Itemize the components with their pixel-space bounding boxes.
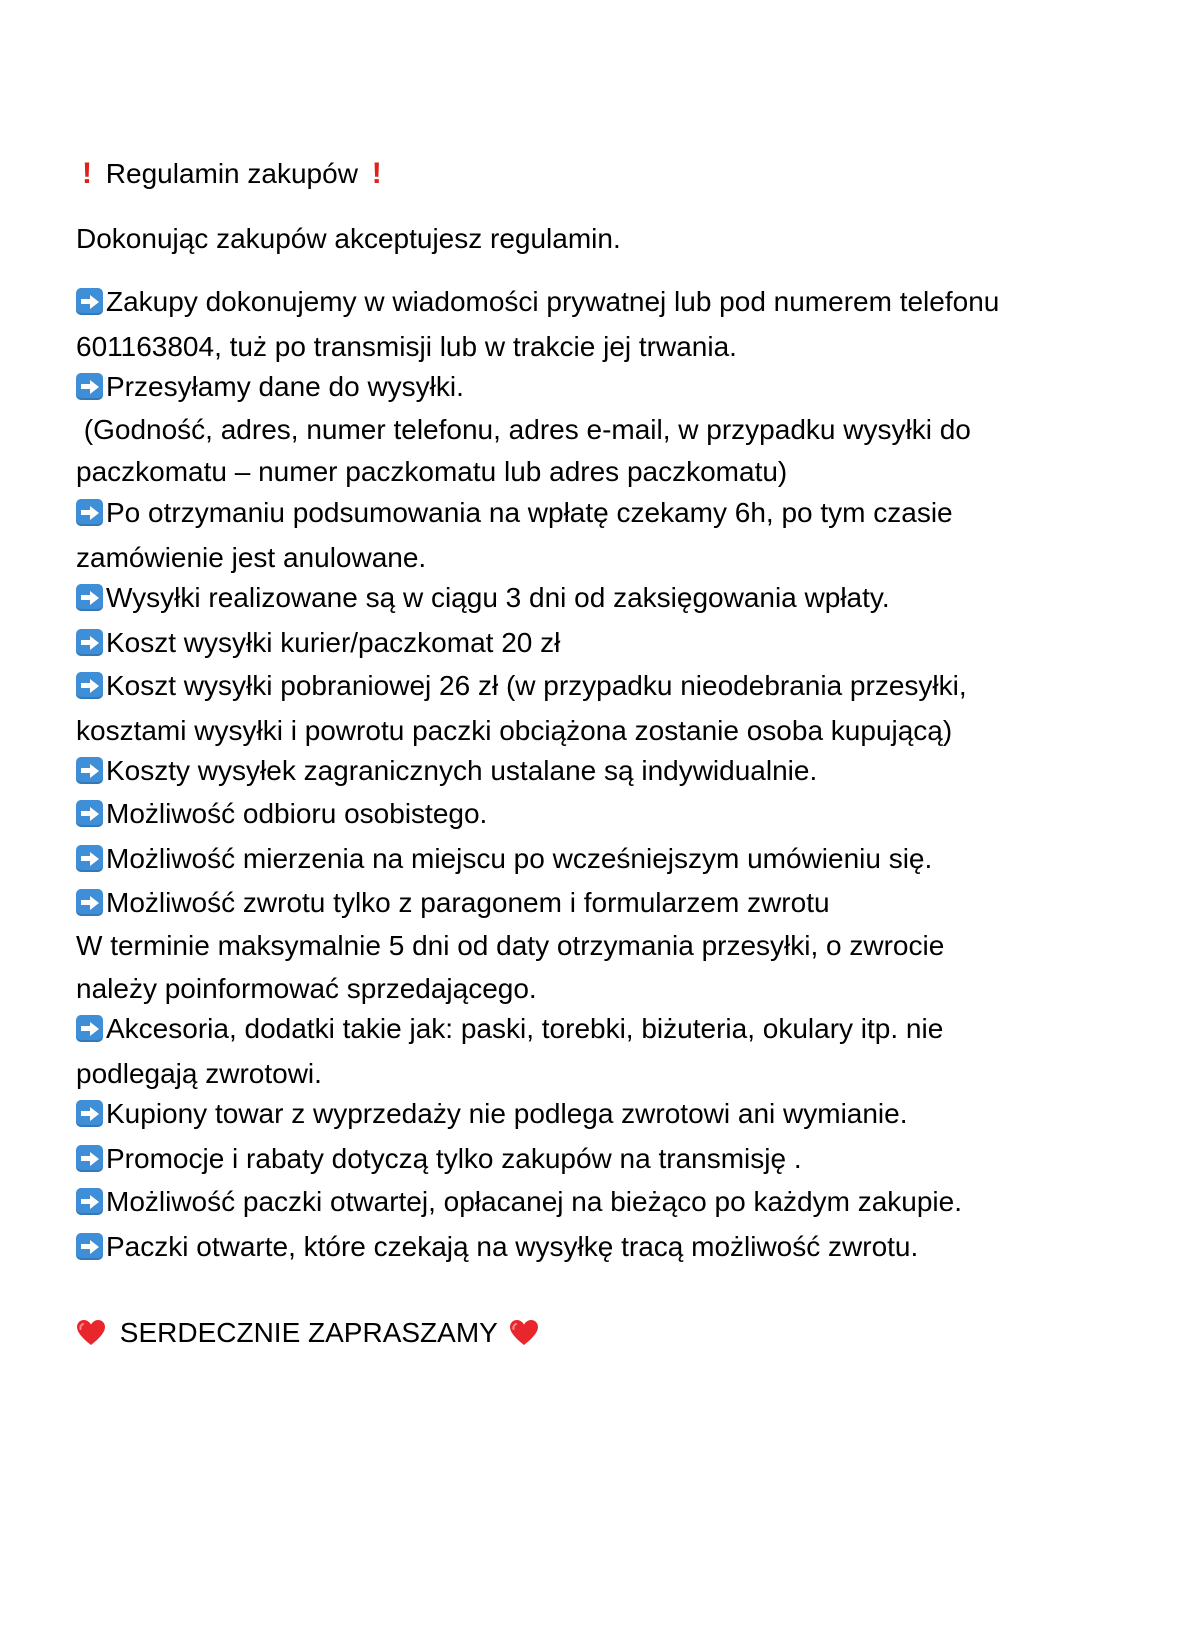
rule-line: Promocje i rabaty dotyczą tylko zakupów na transmisję . [76, 1142, 802, 1176]
right-arrow-icon [76, 757, 103, 784]
rule-line: Wysyłki realizowane są w ciągu 3 dni od zaksięgowania wpłaty. [76, 581, 890, 615]
exclamation-icon: ! [371, 157, 382, 190]
rule-line: Możliwość zwrotu tylko z paragonem i formularzem zwrotu [76, 886, 830, 920]
right-arrow-icon [76, 373, 103, 400]
rule-line: 601163804, tuż po transmisji lub w trakcie jej trwania. [76, 331, 737, 362]
rule-line: Możliwość mierzenia na miejscu po wcześniejszym umówieniu się. [76, 842, 932, 876]
rule-line: W terminie maksymalnie 5 dni od daty otrzymania przesyłki, o zwrocie [76, 930, 945, 961]
intro-text: Dokonując zakupów akceptujesz regulamin. [76, 223, 621, 254]
right-arrow-icon [76, 629, 103, 656]
rule-line: Akcesoria, dodatki takie jak: paski, torebki, biżuteria, okulary itp. nie [76, 1012, 943, 1046]
rule-line: zamówienie jest anulowane. [76, 542, 427, 573]
exclamation-icon: ! [82, 157, 92, 190]
right-arrow-icon [76, 288, 103, 315]
rule-line: Po otrzymaniu podsumowania na wpłatę czekamy 6h, po tym czasie [76, 496, 953, 530]
right-arrow-icon [76, 800, 103, 827]
right-arrow-icon [76, 1233, 103, 1260]
right-arrow-icon [76, 845, 103, 872]
rule-line: należy poinformować sprzedającego. [76, 973, 537, 1004]
right-arrow-icon [76, 1145, 103, 1172]
right-arrow-icon [76, 1015, 103, 1042]
rule-line: Przesyłamy dane do wysyłki. [76, 370, 464, 404]
closing-line [76, 1316, 539, 1350]
right-arrow-icon [76, 1188, 103, 1215]
page-title [76, 157, 388, 191]
right-arrow-icon [76, 584, 103, 611]
rule-line: Możliwość paczki otwartej, opłacanej na bieżąco po każdym zakupie. [76, 1185, 962, 1219]
rule-line: (Godność, adres, numer telefonu, adres e-mail, w przypadku wysyłki do [76, 414, 971, 445]
rule-line: Możliwość odbioru osobistego. [76, 797, 487, 831]
closing-text: SERDECZNIE ZAPRASZAMY [119, 1317, 498, 1348]
rule-line: podlegają zwrotowi. [76, 1058, 322, 1089]
rule-line: Koszt wysyłki pobraniowej 26 zł (w przypadku nieodebrania przesyłki, [76, 669, 967, 703]
right-arrow-icon [76, 499, 103, 526]
rule-line: Koszt wysyłki kurier/paczkomat 20 zł [76, 626, 560, 660]
right-arrow-icon [76, 672, 103, 699]
heart-icon [76, 1319, 106, 1347]
rule-line: Koszty wysyłek zagranicznych ustalane są indywidualnie. [76, 754, 817, 788]
rule-line: paczkomatu – numer paczkomatu lub adres paczkomatu) [76, 456, 788, 487]
rule-line: kosztami wysyłki i powrotu paczki obciążona zostanie osoba kupującą) [76, 715, 953, 746]
right-arrow-icon [76, 1100, 103, 1127]
right-arrow-icon [76, 889, 103, 916]
heart-icon [509, 1319, 539, 1347]
rule-line: Paczki otwarte, które czekają na wysyłkę tracą możliwość zwrotu. [76, 1230, 918, 1264]
rule-line: Kupiony towar z wyprzedaży nie podlega zwrotowi ani wymianie. [76, 1097, 908, 1131]
rule-line: Zakupy dokonujemy w wiadomości prywatnej lub pod numerem telefonu [76, 285, 999, 319]
title-text: Regulamin zakupów [105, 158, 358, 189]
